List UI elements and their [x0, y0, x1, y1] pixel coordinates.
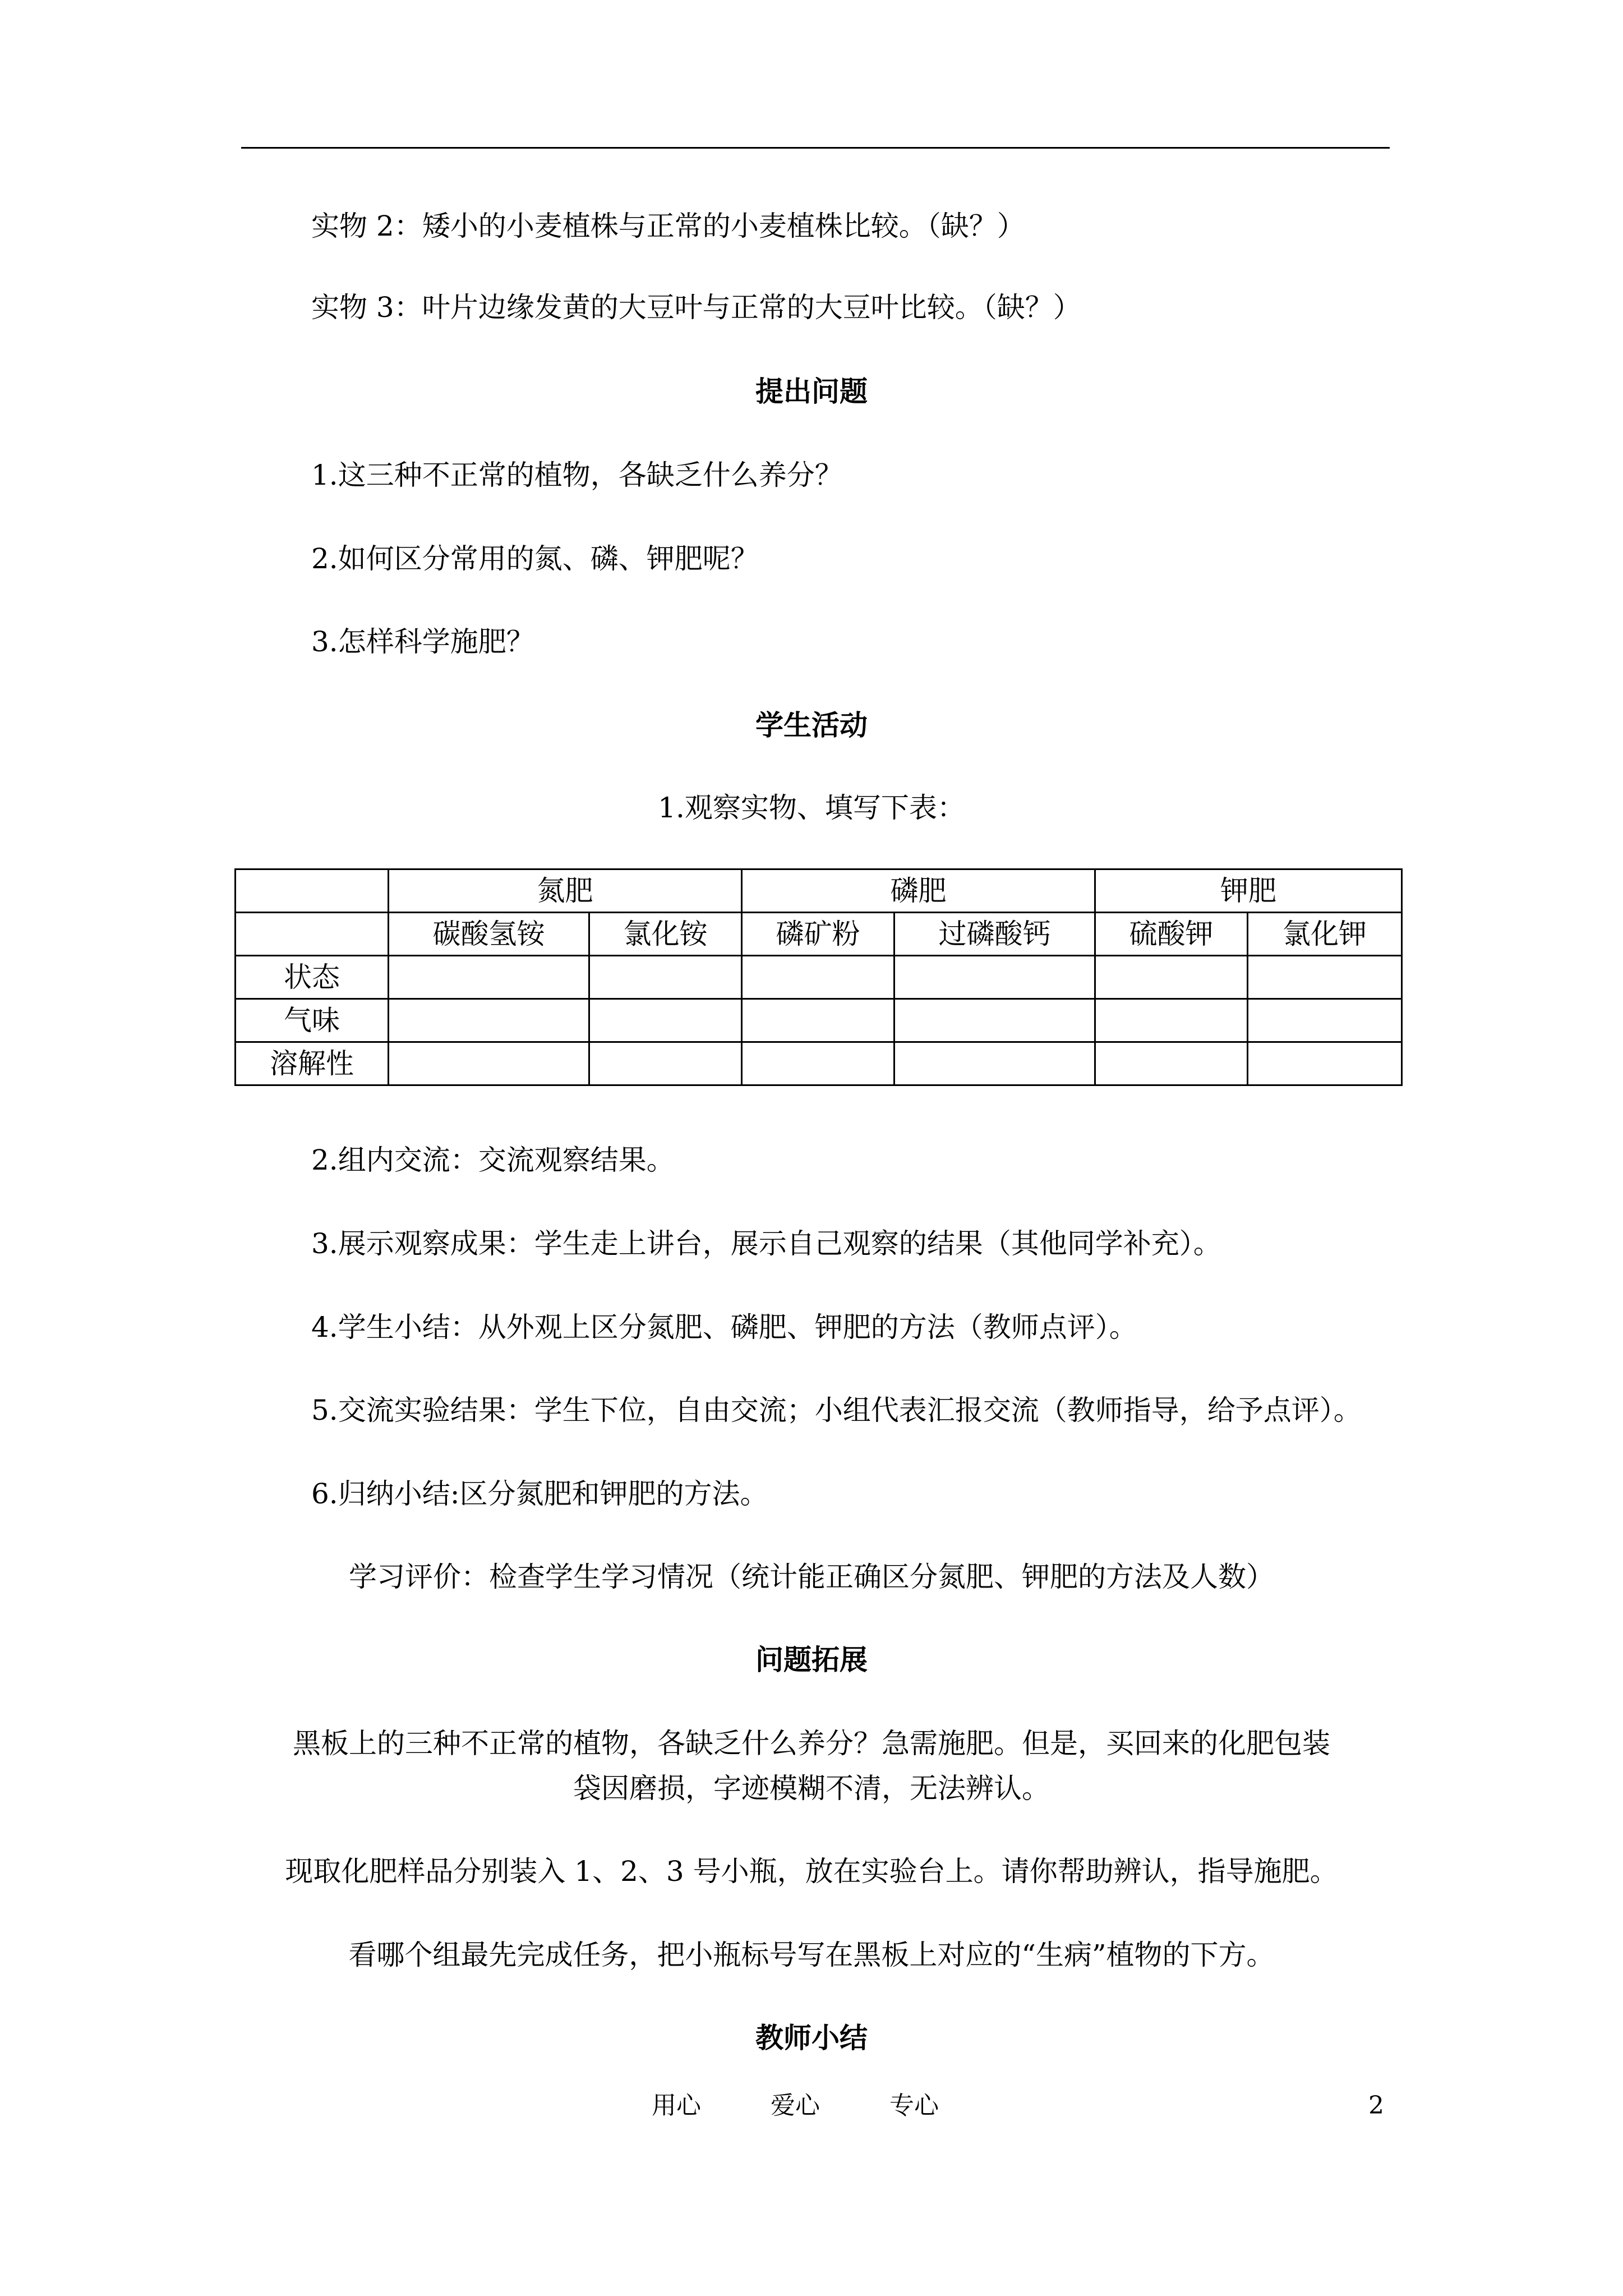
- footer-slogan-word: 用心: [652, 2091, 701, 2120]
- table-cell: [1248, 956, 1402, 999]
- table-cell: [389, 956, 589, 999]
- table-cell: [589, 956, 742, 999]
- row-header: 溶解性: [236, 1042, 389, 1085]
- group-header-potassium: 钾肥: [1095, 869, 1402, 913]
- question-2: 2.如何区分常用的氮、磷、钾肥呢？: [311, 542, 759, 575]
- section-title-questions: 提出问题: [755, 375, 868, 408]
- group-header-nitrogen: 氮肥: [389, 869, 742, 913]
- table-row: [236, 1042, 1402, 1085]
- activity-step-6: 6.归纳小结:区分氮肥和钾肥的方法。: [311, 1478, 768, 1510]
- table-cell: [1248, 1042, 1402, 1085]
- table-blank-cell: [236, 913, 389, 956]
- footer-slogan: [652, 2090, 939, 2122]
- table-cell: [1095, 999, 1248, 1042]
- table-cell: [389, 999, 589, 1042]
- table-cell: [742, 999, 895, 1042]
- column-header: 磷矿粉: [742, 913, 895, 956]
- table-cell: [742, 956, 895, 999]
- table-cell: [1095, 956, 1248, 999]
- extension-paragraph-1-line-2: 袋因磨损，字迹模糊不清，无法辨认。: [573, 1772, 1050, 1805]
- row-header: 气味: [236, 999, 389, 1042]
- table-row: [236, 999, 1402, 1042]
- row-header: 状态: [236, 956, 389, 999]
- table-group-row: [236, 869, 1402, 913]
- question-1: 1.这三种不正常的植物，各缺乏什么养分？: [311, 459, 843, 491]
- table-cell: [589, 999, 742, 1042]
- table-column-row: [236, 913, 1402, 956]
- footer-slogan-word: 专心: [889, 2091, 939, 2120]
- fertilizer-observation-table: [234, 868, 1403, 1086]
- header-rule: [241, 147, 1390, 149]
- extension-paragraph-1-line-1: 黑板上的三种不正常的植物，各缺乏什么养分？急需施肥。但是，买回来的化肥包装: [293, 1727, 1330, 1760]
- column-header: 碳酸氢铵: [389, 913, 589, 956]
- table-cell: [895, 999, 1095, 1042]
- table-cell: [389, 1042, 589, 1085]
- column-header: 氯化铵: [589, 913, 742, 956]
- section-title-extension: 问题拓展: [755, 1643, 868, 1676]
- column-header: 氯化钾: [1248, 913, 1402, 956]
- intro-item-2: 实物 2：矮小的小麦植株与正常的小麦植株比较。（缺？）: [311, 210, 1025, 242]
- table-row: [236, 956, 1402, 999]
- page-number: 2: [1368, 2091, 1384, 2120]
- activity-step-5: 5.交流实验结果：学生下位，自由交流；小组代表汇报交流（教师指导，给予点评）。: [311, 1394, 1362, 1427]
- group-header-phosphorus: 磷肥: [742, 869, 1095, 913]
- footer-slogan-word: 爱心: [771, 2091, 820, 2120]
- table-caption: 1.观察实物、填写下表：: [658, 792, 965, 824]
- table-cell: [589, 1042, 742, 1085]
- section-title-activity: 学生活动: [755, 708, 868, 742]
- question-3: 3.怎样科学施肥？: [311, 625, 534, 658]
- table-cell: [1248, 999, 1402, 1042]
- column-header: 硫酸钾: [1095, 913, 1248, 956]
- column-header: 过磷酸钙: [895, 913, 1095, 956]
- section-title-teacher-summary: 教师小结: [755, 2021, 868, 2054]
- activity-step-3: 3.展示观察成果：学生走上讲台，展示自己观察的结果（其他同学补充）。: [311, 1227, 1221, 1260]
- table-corner-cell: [236, 869, 389, 913]
- table-cell: [895, 1042, 1095, 1085]
- activity-step-4: 4.学生小结：从外观上区分氮肥、磷肥、钾肥的方法（教师点评）。: [311, 1311, 1137, 1343]
- intro-item-3: 实物 3：叶片边缘发黄的大豆叶与正常的大豆叶比较。（缺？）: [311, 291, 1081, 324]
- extension-paragraph-3: 看哪个组最先完成任务，把小瓶标号写在黑板上对应的“生病”植物的下方。: [348, 1939, 1275, 1971]
- activity-step-2: 2.组内交流：交流观察结果。: [311, 1144, 675, 1176]
- learning-evaluation: 学习评价：检查学生学习情况（统计能正确区分氮肥、钾肥的方法及人数）: [349, 1561, 1274, 1593]
- extension-paragraph-2: 现取化肥样品分别装入 1、2、3 号小瓶，放在实验台上。请你帮助辨认，指导施肥。: [285, 1855, 1338, 1888]
- table-cell: [742, 1042, 895, 1085]
- table-cell: [1095, 1042, 1248, 1085]
- table-cell: [895, 956, 1095, 999]
